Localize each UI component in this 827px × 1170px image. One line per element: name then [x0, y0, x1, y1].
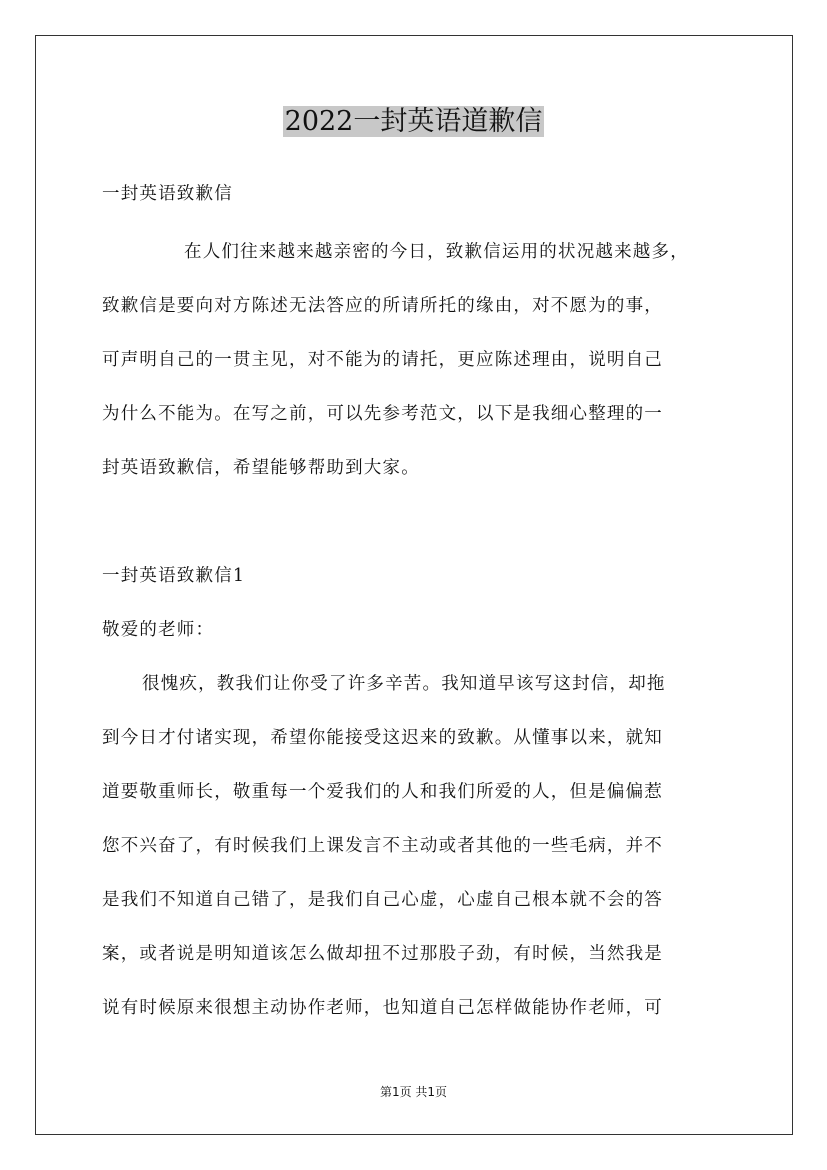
body-line: 是我们不知道自己错了，是我们自己心虚，心虚自己根本就不会的答 [102, 890, 663, 910]
page-footer: 第1页 共1页 [379, 1085, 448, 1099]
intro-line: 可声明自己的一贯主见，对不能为的请托，更应陈述理由，说明自己 [102, 350, 663, 370]
intro-line: 在人们往来越来越亲密的今日，致歉信运用的状况越来越多， [184, 242, 689, 262]
section-heading: 一封英语致歉信 [102, 184, 233, 204]
body-line: 很愧疚，教我们让你受了许多辛苦。我知道早该写这封信，却拖 [142, 674, 666, 694]
document-title-wrap [0, 100, 827, 144]
body-line: 道要敬重师长，敬重每一个爱我们的人和我们所爱的人，但是偏偏惹 [102, 782, 663, 802]
intro-line: 为什么不能为。在写之前，可以先参考范文，以下是我细心整理的一 [102, 404, 663, 424]
body-line: 您不兴奋了，有时候我们上课发言不主动或者其他的一些毛病，并不 [102, 836, 663, 856]
intro-line: 致歉信是要向对方陈述无法答应的所请所托的缘由，对不愿为的事， [102, 296, 663, 316]
document-title: 2022一封英语道歉信 [284, 106, 543, 137]
body-line: 到今日才付诸实现，希望你能接受这迟来的致歉。从懂事以来，就知 [102, 728, 663, 748]
letter-heading: 一封英语致歉信1 [102, 566, 246, 586]
salutation: 敬爱的老师： [102, 620, 215, 640]
body-line: 说有时候原来很想主动协作老师，也知道自己怎样做能协作老师，可 [102, 998, 663, 1018]
intro-line: 封英语致歉信，希望能够帮助到大家。 [102, 458, 420, 478]
body-line: 案，或者说是明知道该怎么做却扭不过那股子劲，有时候，当然我是 [102, 944, 663, 964]
